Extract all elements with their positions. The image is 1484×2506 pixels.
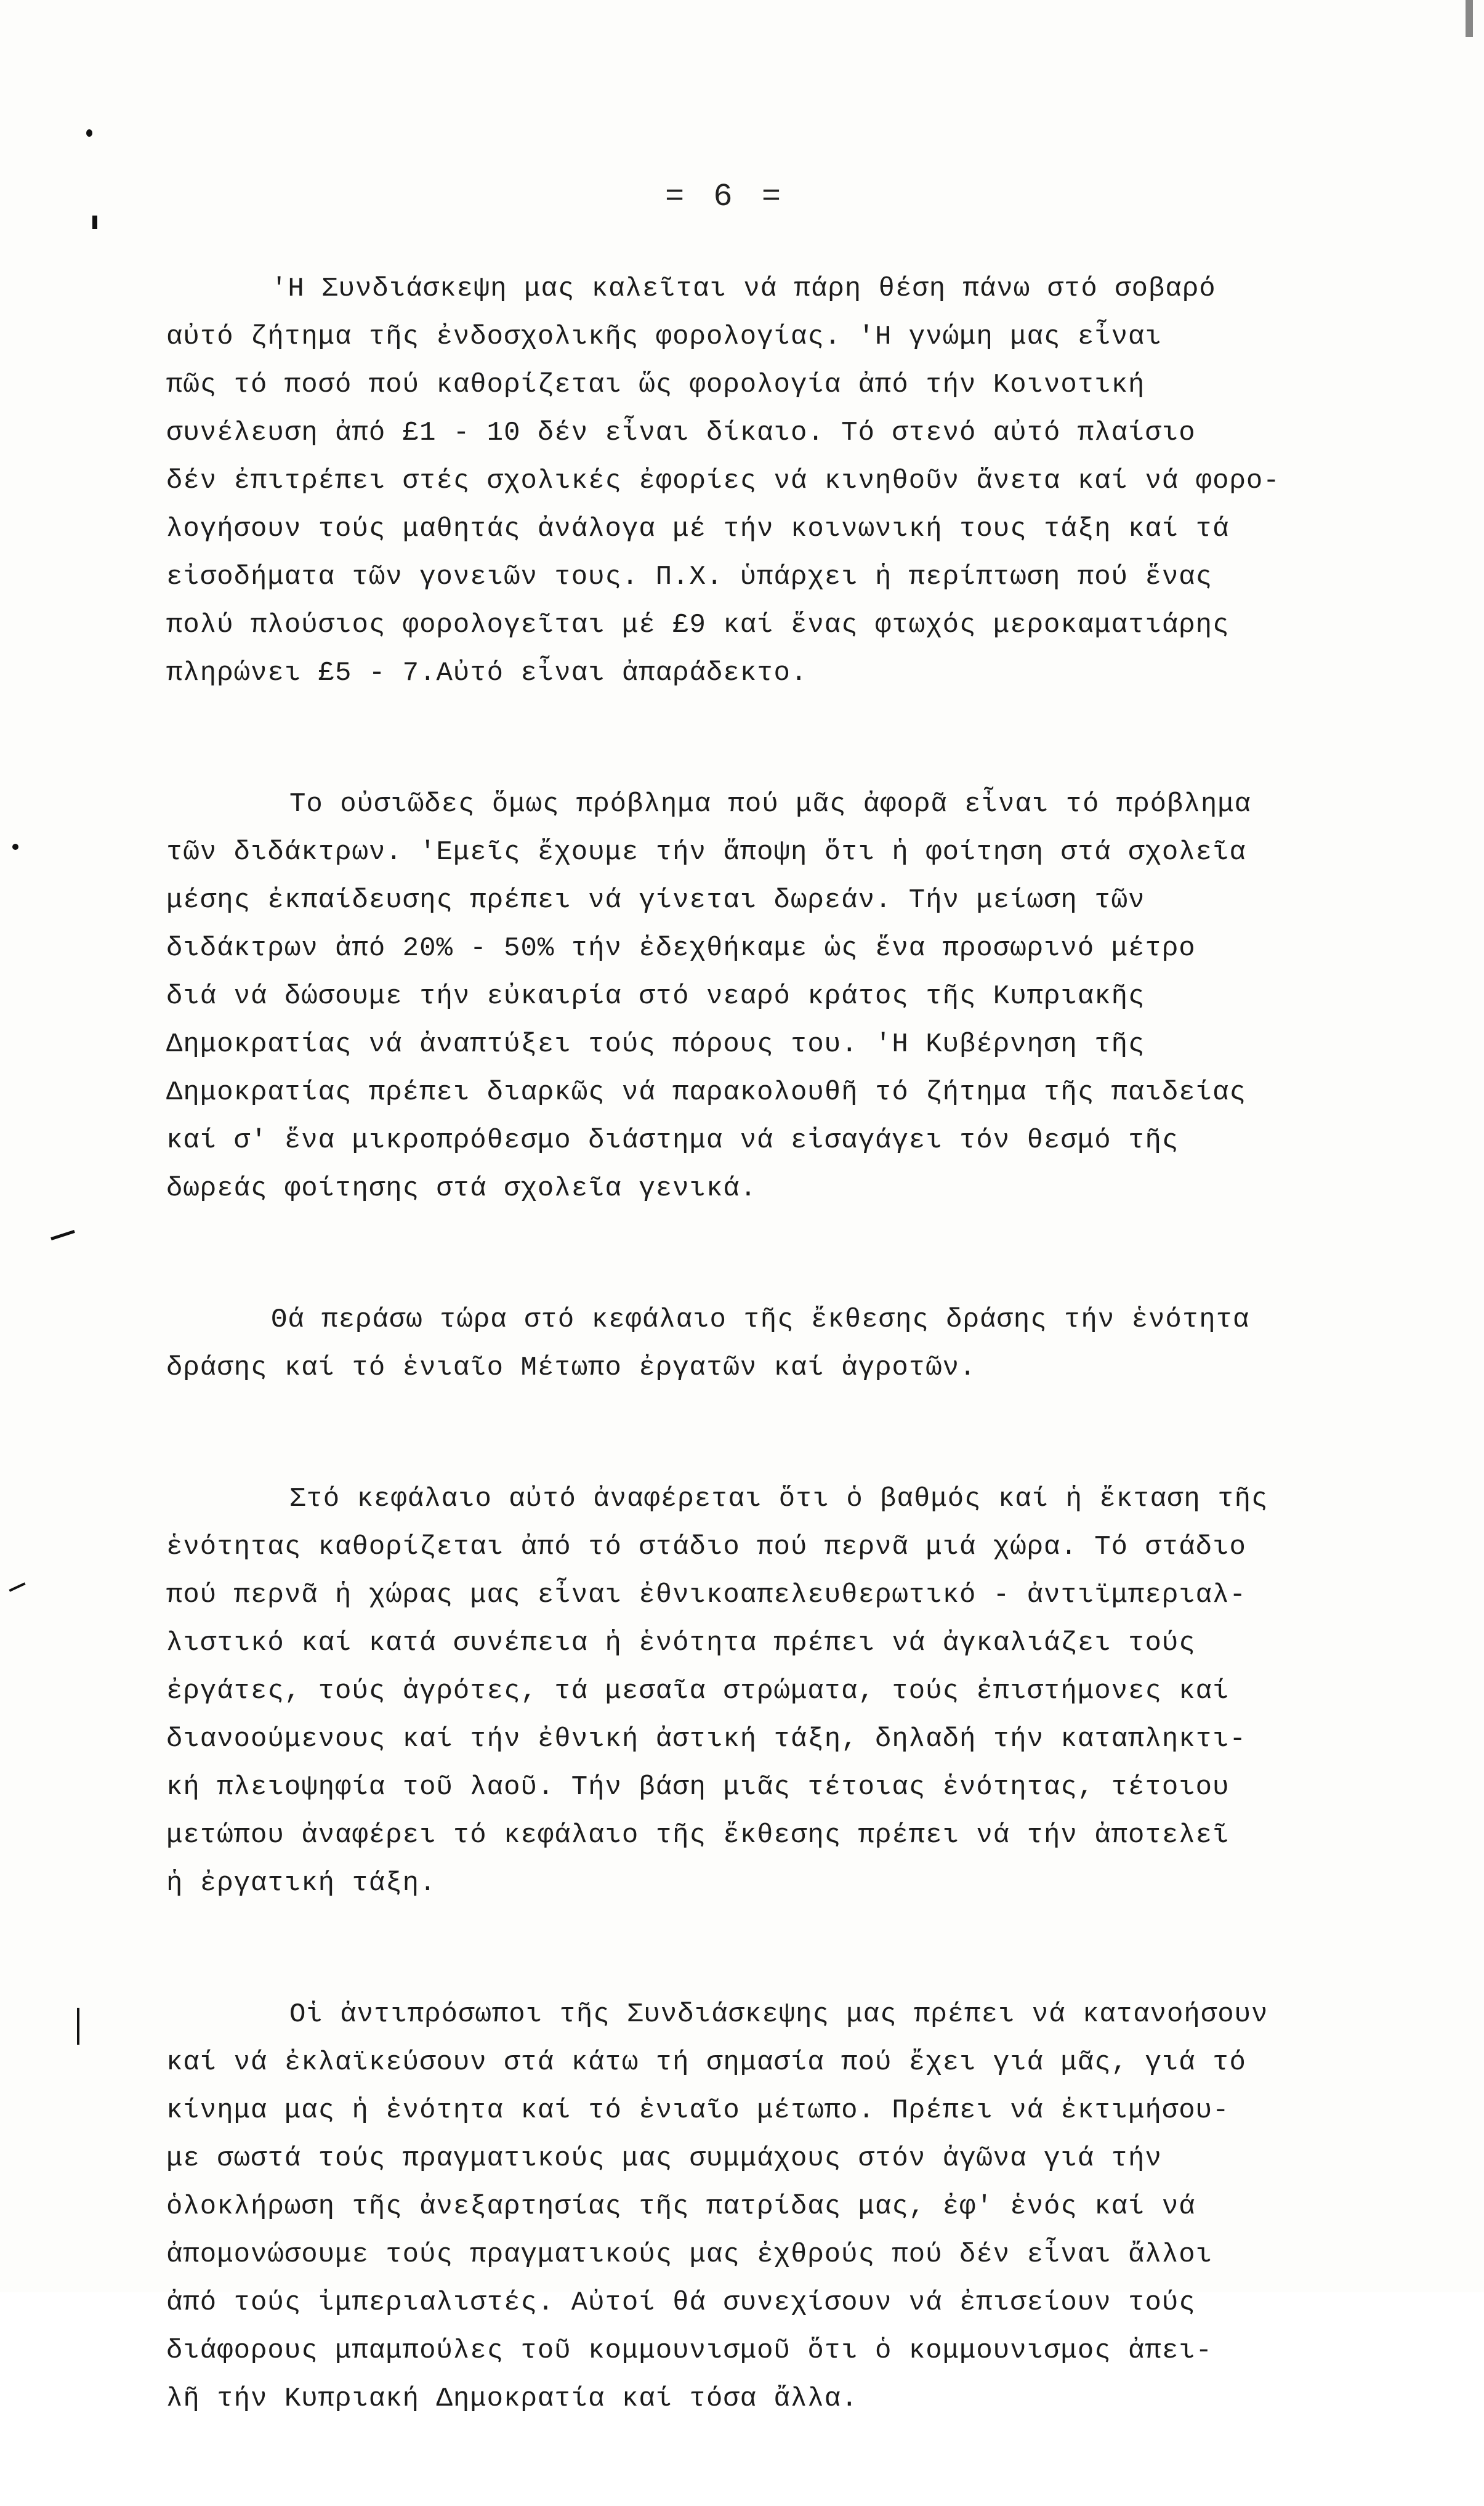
scan-speck (50, 1230, 75, 1240)
text-line: πού περνᾶ ἡ χώρας μας εἶναι ἐθνικοαπελευθερωτικό - ἀντιϊμπεριαλ- (166, 1580, 1246, 1611)
text-line: Στό κεφάλαιο αὐτό ἀναφέρεται ὅτι ὁ βαθμός καί ἡ ἔκταση τῆς (289, 1484, 1268, 1514)
scan-speck (12, 844, 18, 850)
text-line: κίνημα μας ἡ ἑνότητα καί τό ἑνιαῖο μέτωπο. Πρέπει νά ἐκτιμήσου- (166, 2095, 1230, 2126)
text-line: αὐτό ζήτημα τῆς ἐνδοσχολικῆς φορολογίας. 'Η γνώμη μας εἶναι (166, 321, 1162, 352)
text-line: μέσης ἐκπαίδευσης πρέπει νά γίνεται δωρεάν. Τήν μείωση τῶν (166, 885, 1145, 916)
text-line: Δημοκρατίας πρέπει διαρκῶς νά παρακολουθῆ τό ζήτημα τῆς παιδείας (166, 1077, 1246, 1108)
text-line: με σωστά τούς πραγματικούς μας συμμάχους στόν ἀγῶνα γιά τήν (166, 2143, 1162, 2174)
paragraph-unity-intro (166, 1296, 1398, 1392)
text-line: εἰσοδήματα τῶν γονειῶν τους. Π.Χ. ὑπάρχει ἡ περίπτωση πού ἕνας (166, 562, 1213, 592)
text-line: 'Η Συνδιάσκεψη μας καλεῖται νά πάρη θέση πάνω στό σοβαρό (271, 273, 1216, 304)
text-line: μετώπου ἀναφέρει τό κεφάλαιο τῆς ἔκθεσης πρέπει νά τήν ἀποτελεῖ (166, 1820, 1230, 1851)
body-text (166, 265, 1398, 2506)
text-line: Το οὐσιῶδες ὅμως πρόβλημα πού μᾶς ἀφορᾶ εἶναι τό πρόβλημα (289, 789, 1252, 820)
text-line: διδάκτρων ἀπό 20% - 50% τήν ἐδεχθήκαμε ὡς ἕνα προσωρινό μέτρο (166, 933, 1196, 964)
scan-speck (77, 2008, 79, 2045)
text-line: δωρεάς φοίτησης στά σχολεῖα γενικά. (166, 1173, 757, 1204)
text-line: ἡ ἐργατική τάξη. (166, 1868, 437, 1899)
text-line: ἑνότητας καθορίζεται ἀπό τό στάδιο πού περνᾶ μιά χώρα. Τό στάδιο (166, 1532, 1246, 1562)
text-line: Οἱ ἀντιπρόσωποι τῆς Συνδιάσκεψης μας πρέπει νά κατανοήσουν (289, 1999, 1268, 2030)
text-line: καί νά ἐκλαϊκεύσουν στά κάτω τή σημασία πού ἔχει γιά μᾶς, γιά τό (166, 2047, 1246, 2078)
scan-speck (1466, 0, 1473, 37)
paragraph-fees (166, 780, 1398, 1213)
text-line: ἀπομονώσουμε τούς πραγματικούς μας ἐχθρούς πού δέν εἶναι ἄλλοι (166, 2239, 1213, 2270)
scan-speck (92, 216, 97, 229)
text-line: συνέλευση ἀπό £1 - 10 δέν εἶναι δίκαιο. Τό στενό αὐτό πλαίσιο (166, 418, 1196, 448)
text-line: Δημοκρατίας νά ἀναπτύξει τούς πόρους του. 'Η Κυβέρνηση τῆς (166, 1029, 1145, 1060)
text-line: λῆ τήν Κυπριακή Δημοκρατία καί τόσα ἄλλα. (166, 2383, 858, 2414)
text-line: λογήσουν τούς μαθητάς ἀνάλογα μέ τήν κοινωνική τους τάξη καί τά (166, 514, 1230, 544)
text-line: κή πλειοψηφία τοῦ λαοῦ. Τήν βάση μιᾶς τέτοιας ἑνότητας, τέτοιου (166, 1772, 1230, 1803)
text-line: ὁλοκλήρωση τῆς ἀνεξαρτησίας τῆς πατρίδας μας, ἐφ' ἑνός καί νά (166, 2191, 1196, 2222)
scan-speck (9, 1582, 25, 1591)
text-line: Θά περάσω τώρα στό κεφάλαιο τῆς ἔκθεσης δράσης τήν ἑνότητα (271, 1304, 1250, 1335)
text-line: πῶς τό ποσό πού καθορίζεται ὥς φορολογία ἀπό τήν Κοινοτική (166, 370, 1145, 400)
text-line: δράσης καί τό ἑνιαῖο Μέτωπο ἐργατῶν καί ἀγροτῶν. (166, 1352, 977, 1383)
text-line: καί σ' ἕνα μικροπρόθεσμο διάστημα νά εἰσαγάγει τόν θεσμό τῆς (166, 1125, 1179, 1156)
text-line: ἀπό τούς ἰμπεριαλιστές. Αὐτοί θά συνεχίσουν νά ἐπισείουν τούς (166, 2287, 1196, 2318)
text-line: ἐργάτες, τούς ἀγρότες, τά μεσαῖα στρώματα, τούς ἐπιστήμονες καί (166, 1676, 1230, 1707)
text-line: διά νά δώσουμε τήν εὐκαιρία στό νεαρό κράτος τῆς Κυπριακῆς (166, 981, 1145, 1012)
text-line: διάφορους μπαμπούλες τοῦ κομμουνισμοῦ ὅτι ὁ κομμουνισμος ἀπει- (166, 2335, 1213, 2366)
text-line: πληρώνει £5 - 7.Αὐτό εἶναι ἀπαράδεκτο. (166, 658, 808, 689)
text-line: διανοούμενους καί τήν ἐθνική ἀστική τάξη, δηλαδή τήν καταπληκτι- (166, 1724, 1246, 1755)
page-number: = 6 = (665, 179, 786, 215)
text-line: τῶν διδάκτρων. 'Εμεῖς ἔχουμε τήν ἄποψη ὅτι ἡ φοίτηση στά σχολεῖα (166, 837, 1246, 868)
text-line: πολύ πλούσιος φορολογεῖται μέ £9 καί ἕνας φτωχός μεροκαματιάρης (166, 610, 1230, 641)
text-line: λιστικό καί κατά συνέπεια ἡ ἑνότητα πρέπει νά ἀγκαλιάζει τούς (166, 1628, 1196, 1659)
paragraph-tax (166, 265, 1398, 697)
scan-speck (86, 129, 92, 137)
paragraph-delegates (166, 1991, 1398, 2423)
text-line: δέν ἐπιτρέπει στές σχολικές ἐφορίες νά κινηθοῦν ἄνετα καί νά φορο- (166, 466, 1280, 496)
paragraph-unity-stage (166, 1475, 1398, 1907)
